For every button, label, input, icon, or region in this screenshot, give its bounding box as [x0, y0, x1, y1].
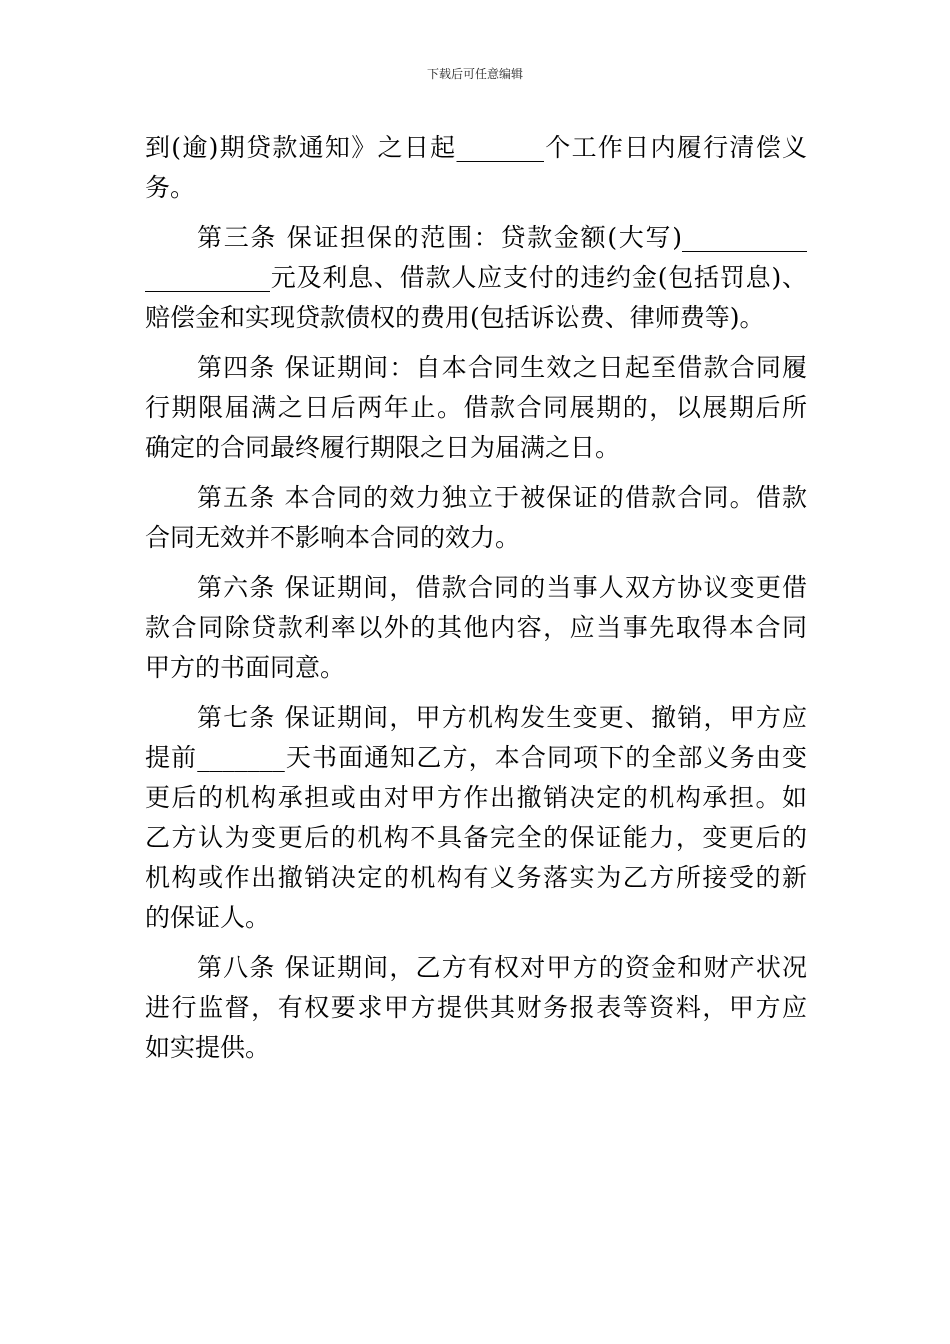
text-line: 第三条 保证担保的范围：贷款金额(大写)__________ — [197, 223, 807, 252]
page-header: 下载后可任意编辑 — [426, 67, 523, 81]
article-6 — [145, 568, 807, 688]
article-7 — [145, 698, 807, 938]
paragraph-continuation — [145, 128, 807, 208]
document-body — [145, 128, 807, 1068]
article-3 — [145, 218, 807, 338]
text-line: 如实提供。 — [145, 1033, 271, 1062]
article-5 — [145, 478, 807, 558]
text-line: 更后的机构承担或由对甲方作出撤销决定的机构承担。如 — [145, 783, 807, 812]
text-line: 第五条 本合同的效力独立于被保证的借款合同。借款 — [197, 483, 807, 512]
text-line: 第七条 保证期间，甲方机构发生变更、撤销，甲方应 — [197, 703, 807, 732]
text-line: 合同无效并不影响本合同的效力。 — [145, 523, 521, 552]
text-line: 赔偿金和实现贷款债权的费用(包括诉讼费、律师费等)。 — [145, 303, 765, 332]
text-line: 务。 — [145, 173, 196, 202]
text-line: 第八条 保证期间，乙方有权对甲方的资金和财产状况 — [197, 953, 807, 982]
text-line: 机构或作出撤销决定的机构有义务落实为乙方所接受的新 — [145, 863, 807, 892]
text-line: __________元及利息、借款人应支付的违约金(包括罚息)、 — [145, 263, 807, 292]
text-line: 款合同除贷款利率以外的其他内容，应当事先取得本合同 — [145, 613, 807, 642]
text-line: 甲方的书面同意。 — [145, 653, 346, 682]
text-line: 进行监督，有权要求甲方提供其财务报表等资料，甲方应 — [145, 993, 807, 1022]
text-line: 提前_______天书面通知乙方，本合同项下的全部义务由变 — [145, 743, 807, 772]
text-line: 第六条 保证期间，借款合同的当事人双方协议变更借 — [197, 573, 807, 602]
article-8 — [145, 948, 807, 1068]
text-line: 乙方认为变更后的机构不具备完全的保证能力，变更后的 — [145, 823, 807, 852]
text-line: 行期限届满之日后两年止。借款合同展期的，以展期后所 — [145, 393, 807, 422]
text-line: 确定的合同最终履行期限之日为届满之日。 — [145, 433, 621, 462]
text-line: 第四条 保证期间：自本合同生效之日起至借款合同履 — [197, 353, 807, 382]
text-line: 的保证人。 — [145, 903, 271, 932]
article-4 — [145, 348, 807, 468]
text-line: 到(逾)期贷款通知》之日起_______个工作日内履行清偿义 — [145, 133, 807, 162]
